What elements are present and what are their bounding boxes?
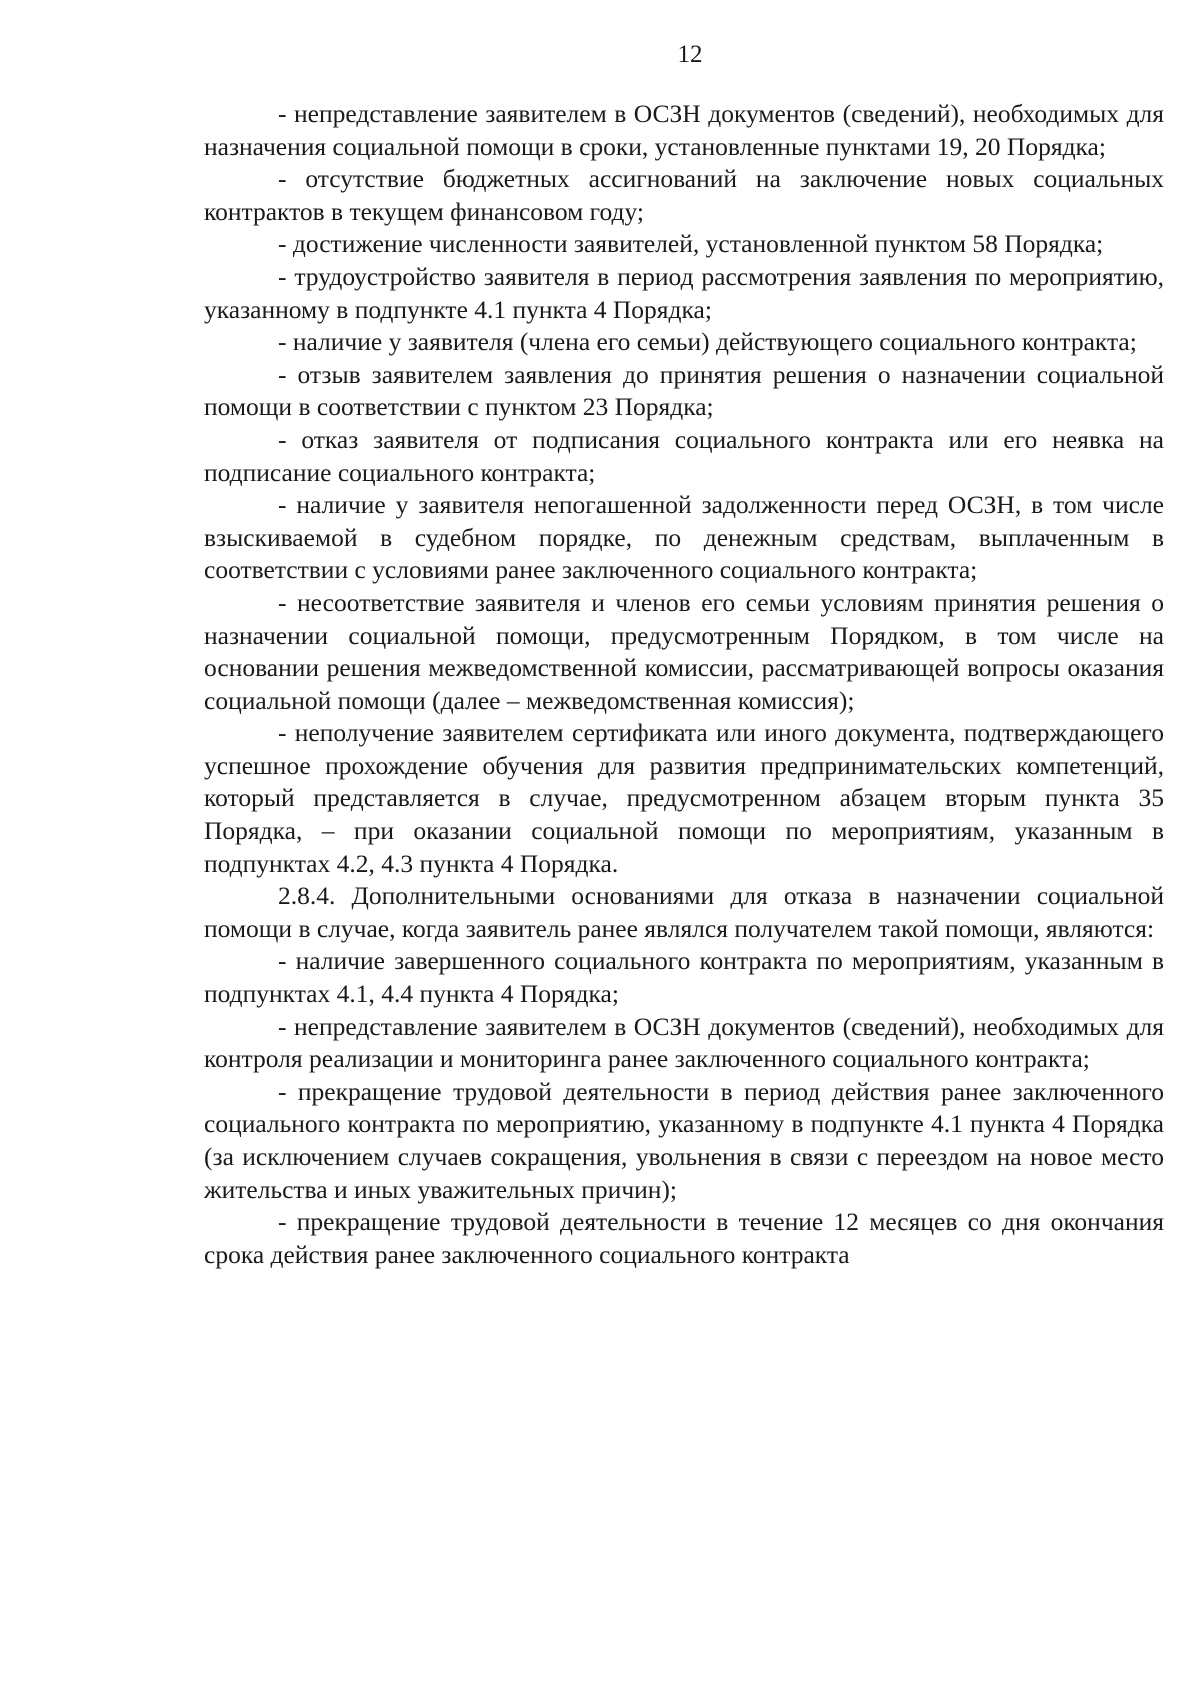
list-item-application-withdrawn: - отзыв заявителем заявления до принятия решения о назначении социальной помощи в соответствии с пунктом 23 Порядка;: [204, 359, 1164, 422]
page-number: 12: [677, 41, 703, 68]
section-2-8-4: 2.8.4. Дополнительными основаниями для отказа в назначении социальной помощи в случае, когда заявитель ранее являлся получателем такой помощи, являются:: [204, 881, 1164, 943]
list-item-missing-documents: - непредставление заявителем в ОСЗН документов (сведений), необходимых для назначения социальной помощи в сроки, установленные пунктами 19, 20 Порядка;: [204, 99, 1164, 161]
list-item-completed-contract: - наличие завершенного социального контракта по мероприятиям, указанным в подпунктах 4.1, 4.4 пункта 4 Порядка;: [204, 946, 1164, 1009]
list-item-employment: - трудоустройство заявителя в период рассмотрения заявления по мероприятию, указанному в подпункте 4.1 пункта 4 Порядка;: [204, 261, 1164, 324]
list-item-active-contract: - наличие у заявителя (члена его семьи) действующего социального контракта;: [278, 327, 1137, 357]
list-item-no-budget: - отсутствие бюджетных ассигнований на заключение новых социальных контрактов в текущем финансовом году;: [204, 164, 1164, 226]
list-item-no-certificate: - неполучение заявителем сертификата или иного документа, подтверждающего успешное прохождение обучения для развития предпринимательских компетенций, который представляется в случае, предусмотренном абзацем вторым пункта 35 Порядка, – при оказании социальной помощи по мероприятиям, указанным в подпунктах 4.2, 4.3 пункта 4 Порядка.: [204, 718, 1164, 878]
document-body: [204, 98, 1164, 1271]
list-item-work-stopped-during-contract: - прекращение трудовой деятельности в период действия ранее заключенного социального контракта по мероприятию, указанному в подпункте 4.1 пункта 4 Порядка (за исключением случаев сокращения, увольнения в связи с переездом на новое место жительства и иных уважительных причин);: [204, 1076, 1164, 1204]
list-item-applicant-limit: - достижение численности заявителей, установленной пунктом 58 Порядка;: [278, 229, 1104, 259]
list-item-work-stopped-after-contract: - прекращение трудовой деятельности в течение 12 месяцев со дня окончания срока действия ранее заключенного социального контракта: [204, 1207, 1164, 1269]
list-item-noncompliance: - несоответствие заявителя и членов его семьи условиям принятия решения о назначении социальной помощи, предусмотренным Порядком, в том числе на основании решения межведомственной комиссии, рассматривающей вопросы оказания социальной помощи (далее – межведомственная комиссия);: [204, 587, 1164, 715]
list-item-refusal-to-sign: - отказ заявителя от подписания социального контракта или его неявка на подписание социального контракта;: [204, 424, 1164, 487]
list-item-outstanding-debt: - наличие у заявителя непогашенной задолженности перед ОСЗН, в том числе взыскиваемой в судебном порядке, по денежным средствам, выплаченным в соответствии с условиями ранее заключенного социального контракта;: [204, 490, 1164, 585]
list-item-missing-monitoring-documents: - непредставление заявителем в ОСЗН документов (сведений), необходимых для контроля реализации и мониторинга ранее заключенного социального контракта;: [204, 1011, 1164, 1074]
